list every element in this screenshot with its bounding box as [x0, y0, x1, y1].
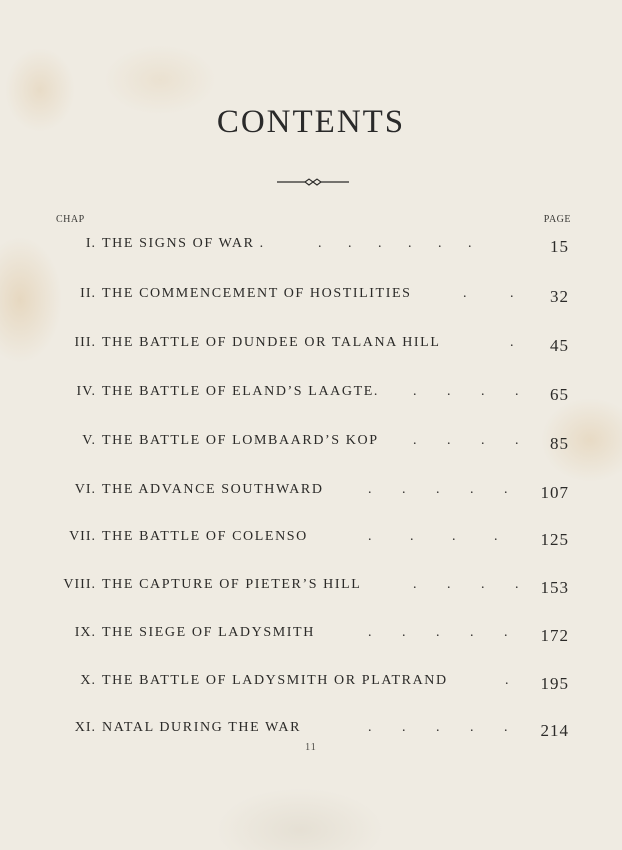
chapter-title: THE BATTLE OF LADYSMITH OR PLATRAND: [102, 673, 448, 688]
toc-row[interactable]: [0, 286, 622, 312]
chapter-title: THE BATTLE OF DUNDEE OR TALANA HILL: [102, 335, 441, 350]
toc-row[interactable]: [0, 236, 622, 262]
chapter-column-header: CHAP: [56, 214, 85, 225]
dot-leader: . . . .: [413, 433, 519, 448]
page-number: 85: [550, 434, 569, 453]
page-number: 214: [540, 721, 569, 740]
dot-leader: . . . . .: [368, 482, 508, 497]
page-number: 153: [540, 578, 569, 597]
dot-leader: . . . .: [368, 529, 498, 544]
page-number: 125: [540, 530, 569, 549]
chapter-number: I.: [85, 236, 96, 251]
chapter-number: III.: [74, 335, 96, 350]
chapter-number: II.: [80, 286, 96, 301]
dot-leader: .: [510, 335, 514, 350]
chapter-title: THE BATTLE OF ELAND’S LAAGTE.: [102, 384, 379, 399]
dot-leader: . . . .: [413, 384, 519, 399]
dot-leader: .: [505, 673, 509, 688]
chapter-title: THE BATTLE OF LOMBAARD’S KOP: [102, 433, 379, 448]
chapter-number: VIII.: [63, 577, 96, 592]
dot-leader: . . . .: [413, 577, 519, 592]
chapter-title: THE ADVANCE SOUTHWARD: [102, 482, 324, 497]
chapter-title: THE COMMENCEMENT OF HOSTILITIES: [102, 286, 412, 301]
chapter-title: THE SIGNS OF WAR .: [102, 236, 265, 251]
folio-page-number: 11: [305, 742, 317, 753]
toc-row[interactable]: [0, 335, 622, 361]
toc-row[interactable]: [0, 384, 622, 410]
dot-leader: . . . . . .: [318, 236, 472, 251]
chapter-number: XI.: [74, 720, 96, 735]
toc-row[interactable]: [0, 433, 622, 459]
page-number: 65: [550, 385, 569, 404]
chapter-number: IX.: [74, 625, 96, 640]
dot-leader: . . . . .: [368, 720, 508, 735]
toc-row[interactable]: [0, 673, 622, 699]
dot-leader: . . . . .: [368, 625, 508, 640]
page-title: CONTENTS: [216, 104, 406, 140]
chapter-number: X.: [80, 673, 96, 688]
toc-row[interactable]: [0, 625, 622, 651]
page-number: 195: [540, 674, 569, 693]
chapter-number: VII.: [69, 529, 96, 544]
toc-row[interactable]: [0, 482, 622, 508]
page-number: 172: [540, 626, 569, 645]
chapter-number: V.: [82, 433, 96, 448]
chapter-title: THE BATTLE OF COLENSO: [102, 529, 308, 544]
chapter-number: IV.: [76, 384, 96, 399]
page-column-header: PAGE: [543, 214, 571, 225]
chapter-number: VI.: [74, 482, 96, 497]
chapter-title: THE SIEGE OF LADYSMITH: [102, 625, 315, 640]
page-number: 32: [550, 287, 569, 306]
toc-row[interactable]: [0, 529, 622, 555]
chapter-title: THE CAPTURE OF PIETER’S HILL: [102, 577, 362, 592]
dot-leader: . .: [463, 286, 514, 301]
chapter-title: NATAL DURING THE WAR: [102, 720, 302, 735]
page-number: 15: [550, 237, 569, 256]
page-number: 45: [550, 336, 569, 355]
page-number: 107: [540, 483, 569, 502]
toc-row[interactable]: [0, 577, 622, 603]
title-ornament-icon: [277, 176, 349, 188]
